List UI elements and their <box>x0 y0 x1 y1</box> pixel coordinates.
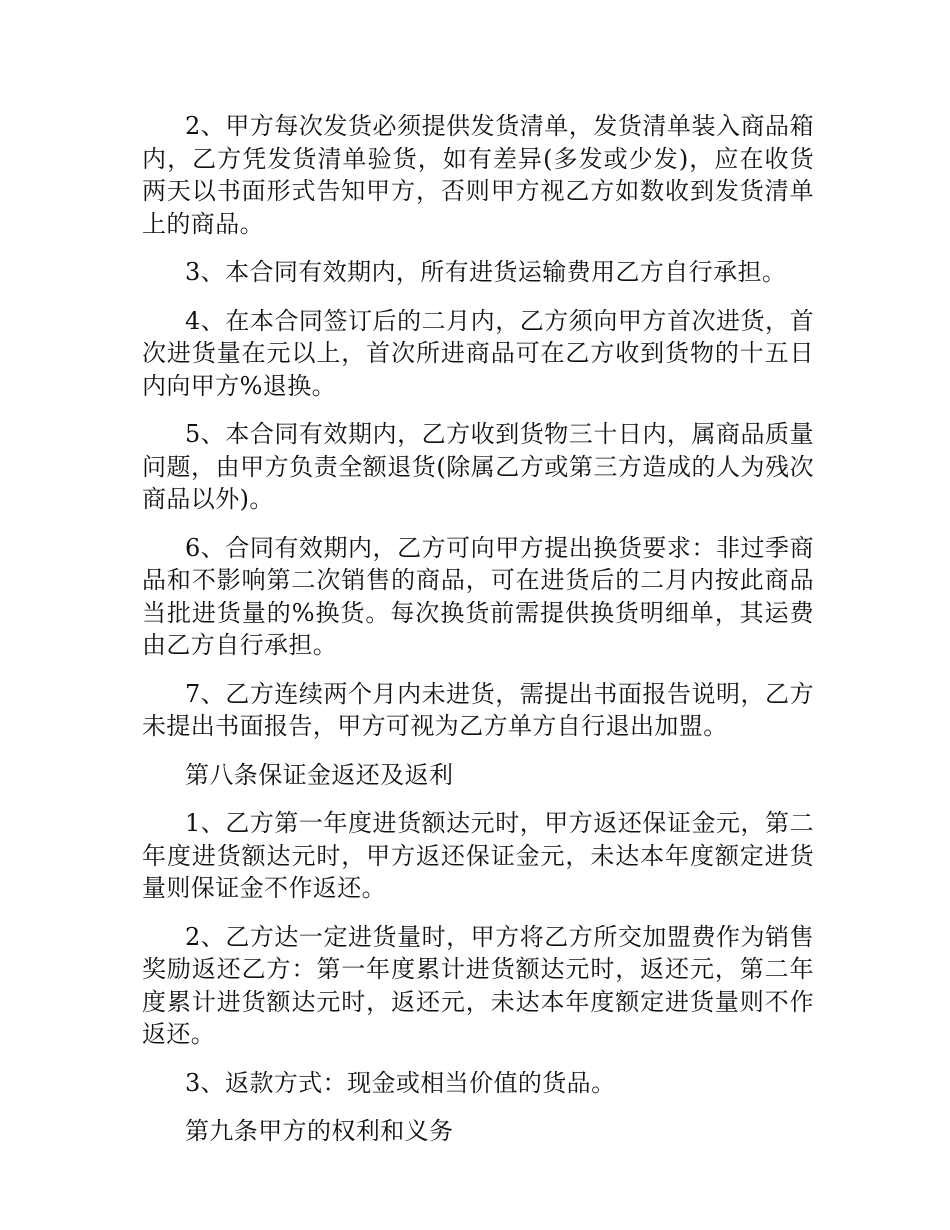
clause-paragraph-3: 3、本合同有效期内，所有进货运输费用乙方自行承担。 <box>185 258 787 286</box>
clause-paragraph-4: 4、在本合同签订后的二月内，乙方须向甲方首次进货，首次进货量在元以上，首次所进商品可在乙方收到货物的十五日内向甲方%退换。 <box>142 306 814 400</box>
document-body <box>142 110 814 1164</box>
section-heading-article-9: 第九条甲方的权利和义务 <box>185 1117 454 1145</box>
article-8-paragraph-3: 3、返款方式：现金或相当价值的货品。 <box>185 1068 616 1097</box>
article-8-paragraph-2: 2、乙方达一定进货量时，甲方将乙方所交加盟费作为销售奖励返还乙方：第一年度累计进货额达元时，返还元，第二年度累计进货额达元时，返还元，未达本年度额定进货量则不作返还。 <box>142 922 814 1048</box>
clause-paragraph-7: 7、乙方连续两个月内未进货，需提出书面报告说明，乙方未提出书面报告，甲方可视为乙方单方自行退出加盟。 <box>142 679 814 740</box>
clause-paragraph-2: 2、甲方每次发货必须提供发货清单，发货清单装入商品箱内，乙方凭发货清单验货，如有差异(多发或少发)，应在收货两天以书面形式告知甲方，否则甲方视乙方如数收到发货清单上的商品。 <box>142 112 814 238</box>
clause-paragraph-5: 5、本合同有效期内，乙方收到货物三十日内，属商品质量问题，由甲方负责全额退货(除属乙方或第三方造成的人为残次商品以外)。 <box>142 420 814 513</box>
section-heading-article-8: 第八条保证金返还及返利 <box>185 760 454 789</box>
clause-paragraph-6: 6、合同有效期内，乙方可向甲方提出换货要求：非过季商品和不影响第二次销售的商品，可在进货后的二月内按此商品当批进货量的%换货。每次换货前需提供换货明细单，其运费由乙方自行承担。 <box>142 533 814 659</box>
article-8-paragraph-1: 1、乙方第一年度进货额达元时，甲方返还保证金元，第二年度进货额达元时，甲方返还保证金元，未达本年度额定进货量则保证金不作返还。 <box>142 809 814 902</box>
